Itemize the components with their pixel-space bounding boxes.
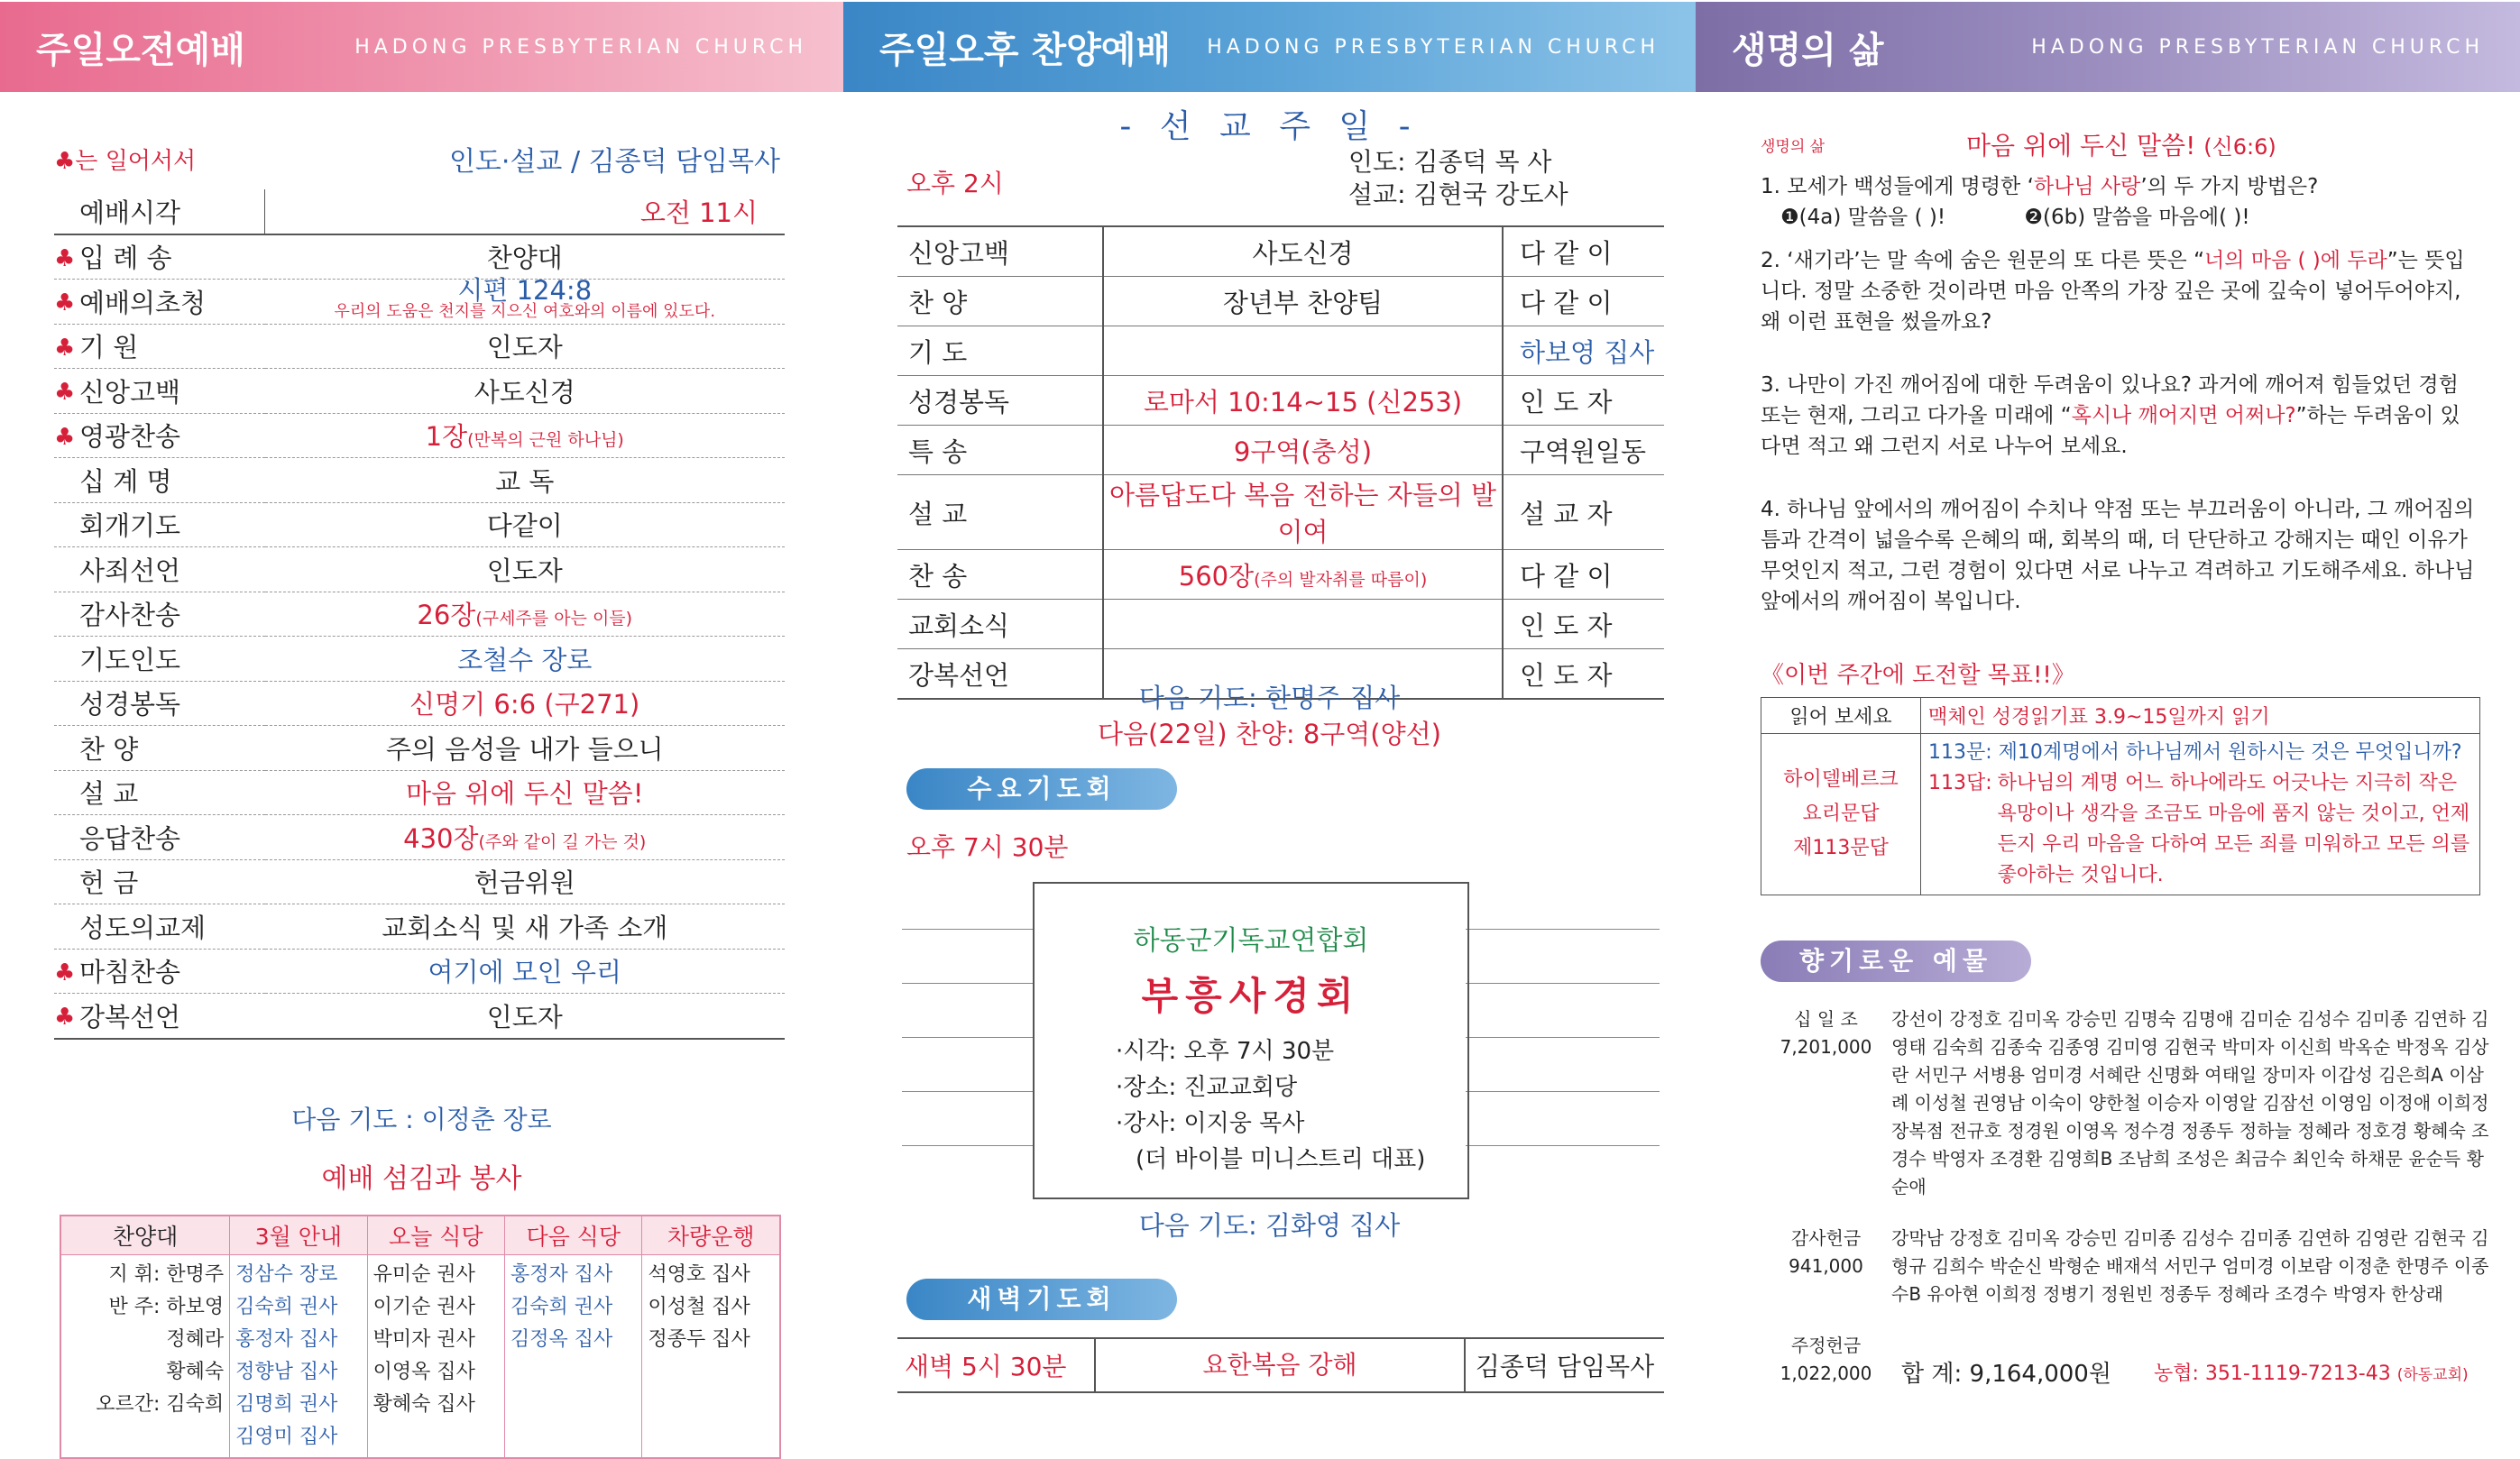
- afternoon-mid-text: 9구역(충성): [1233, 436, 1373, 467]
- catechism-question: 113문: 제10계명에서 하나님께서 원하시는 것은 무엇입니까?: [1928, 741, 2462, 764]
- catechism-row: [1761, 734, 2480, 895]
- offering-row: [1761, 1005, 2491, 1225]
- q1-pre: 1. 모세가 백성들에게 명령한 ‘: [1761, 175, 2034, 198]
- afternoon-mid-text: 로마서 10:14~15 (신253): [1143, 386, 1463, 418]
- duty-name: 정향남 집사: [235, 1361, 338, 1383]
- order-row: [54, 637, 785, 682]
- order-value: [265, 592, 786, 637]
- order-row: [54, 502, 785, 547]
- catechism-answer-label: 113답:: [1928, 772, 1992, 794]
- reading-row: [1761, 698, 2480, 734]
- catechism-content: [1921, 734, 2480, 895]
- afternoon-label: 설 교: [897, 475, 1103, 550]
- offering-amount: 7,201,000: [1780, 1036, 1872, 1058]
- order-label: 감사찬송: [54, 592, 265, 637]
- order-row: [54, 994, 785, 1039]
- offering-name: 감사헌금: [1790, 1227, 1862, 1249]
- challenge-table: [1761, 697, 2480, 895]
- offering-names: 강막남 강정호 김미옥 강승민 김미종 김성수 김미종 김연하 김영란 김현국 김형규 김희수 박순신 박형순 배재석 서민구 엄미경 이보람 이정춘 한명주 이종수B 유아현 이희정 정병기 정원빈 정종두 정혜라 조경수 박영자 한상래: [1891, 1227, 2489, 1305]
- order-value-text: 헌금위원: [474, 867, 575, 899]
- afternoon-row: [897, 376, 1664, 426]
- afternoon-order-table: [897, 225, 1664, 700]
- afternoon-banner: [843, 2, 1696, 92]
- order-value: [265, 770, 786, 815]
- wednesday-prayer-pill: 수요기도회: [906, 768, 1177, 810]
- q1-post: ’의 두 가지 방법은?: [2140, 175, 2319, 198]
- afternoon-mid: [1103, 600, 1503, 649]
- order-label: 십 계 명: [54, 458, 265, 503]
- duty-name: 김숙희 권사: [235, 1296, 338, 1318]
- order-row: [54, 949, 785, 994]
- order-label: 설 교: [54, 770, 265, 815]
- duty-header: 오늘 식당: [367, 1216, 504, 1255]
- afternoon-right: 인 도 자: [1503, 376, 1664, 426]
- afternoon-next-praise: 다음(22일) 찬양: 8구역(양선): [1098, 719, 1441, 749]
- afternoon-mid: [1103, 550, 1503, 600]
- afternoon-mid-text: 사도신경: [1252, 237, 1354, 269]
- question-3: [1761, 370, 2477, 462]
- order-value-text: 인도자: [486, 555, 563, 586]
- order-label: 성도의교제: [54, 904, 265, 950]
- order-value: [265, 949, 786, 994]
- question-1: [1761, 171, 2477, 233]
- service-duty-title: 예배 섬김과 봉사: [321, 1163, 522, 1195]
- morning-banner-title: 주일오전예배: [36, 29, 245, 71]
- order-label: ♣ 예배의초청: [54, 280, 265, 325]
- q1-answers: [1780, 202, 2477, 233]
- reading-text: 맥체인 성경읽기표 3.9~15일까지 읽기: [1921, 698, 2480, 734]
- afternoon-right: 설 교 자: [1503, 475, 1664, 550]
- afternoon-label: 기 도: [897, 326, 1103, 376]
- duty-name: 김명희 권사: [235, 1393, 338, 1416]
- order-value: [265, 726, 786, 771]
- afternoon-right: 다 같 이: [1503, 277, 1664, 326]
- dawn-text: 요한복음 강해: [1094, 1339, 1466, 1391]
- afternoon-banner-title: 주일오후 찬양예배: [879, 29, 1172, 71]
- duty-name: 박미자 권사: [372, 1328, 475, 1351]
- duty-name: 김숙희 권사: [510, 1296, 613, 1318]
- afternoon-row: [897, 426, 1664, 475]
- order-row: [54, 859, 785, 904]
- afternoon-leaders: [1348, 146, 1568, 211]
- order-label: ♣ 입 례 송: [54, 234, 265, 280]
- order-value-text: 신명기 6:6 (구271): [409, 689, 640, 720]
- note-line: [1466, 1091, 1660, 1092]
- life-banner: [1696, 2, 2520, 92]
- reading-label: 읽어 보세요: [1761, 698, 1921, 734]
- life-title-text: 마음 위에 두신 말씀!: [1966, 131, 2196, 161]
- afternoon-label: 강복선언: [897, 649, 1103, 700]
- afternoon-row: [897, 326, 1664, 376]
- afternoon-right: 다 같 이: [1503, 226, 1664, 277]
- afternoon-row: [897, 475, 1664, 550]
- catechism-answer-text: 하나님의 계명 어느 하나에라도 어긋나는 지극히 작은 욕망이나 생각을 조금도 마음에 품지 않는 것이고, 언제든지 우리 마음을 다하여 모든 죄를 미워하고 모든 의를 좋아하는 것입니다.: [1997, 772, 2470, 886]
- q2-highlight: 너의 마음 ( )에 두라: [2204, 249, 2387, 272]
- catechism-label-line: 요리문답: [1802, 803, 1880, 825]
- offering-name: 십 일 조: [1794, 1008, 1858, 1030]
- dawn-prayer-pill: 새벽기도회: [906, 1279, 1177, 1320]
- order-label: 사죄선언: [54, 547, 265, 592]
- morning-lead: [54, 133, 780, 184]
- afternoon-label: 찬 양: [897, 277, 1103, 326]
- dawn-leader: 김종덕 담임목사: [1475, 1352, 1655, 1381]
- question-2: [1761, 245, 2477, 337]
- order-label: 헌 금: [54, 859, 265, 904]
- order-value-text: 사도신경: [474, 376, 575, 408]
- order-value-text: 교 독: [495, 465, 555, 497]
- service-duty-table: [60, 1215, 781, 1459]
- order-row: [54, 369, 785, 414]
- mission-sunday-title: - 선 교 주 일 -: [1119, 108, 1420, 145]
- service-time-label: 예배시각: [54, 189, 265, 234]
- afternoon-label: 신앙고백: [897, 226, 1103, 277]
- revival-title: 부흥사경회: [1141, 974, 1361, 1018]
- morning-order-table: [54, 189, 785, 1040]
- order-value-text: 찬양대: [486, 243, 563, 274]
- afternoon-time: 오후 2시: [906, 169, 1004, 198]
- order-value: [265, 458, 786, 503]
- note-line: [902, 929, 1033, 930]
- order-value-text: 다같이: [486, 510, 563, 542]
- revival-meeting-box: [1033, 882, 1469, 1199]
- stand-note: ♣는 일어서서: [54, 147, 197, 175]
- order-row: [54, 592, 785, 637]
- catechism-label-line: 하이델베르크: [1783, 768, 1899, 791]
- q2-pre: 2. ‘새기라’는 말 속에 숨은 원문의 또 다른 뜻은 “: [1761, 249, 2204, 272]
- afternoon-mid-text: 아름답도다 복음 전하는 자들의 발이여: [1108, 480, 1497, 547]
- q3-post: ”하는 두려움이 있다면 적고 왜 그런지 서로 나누어 보세요.: [1761, 404, 2460, 458]
- note-line: [1466, 983, 1660, 984]
- duty-name: 지 휘: 한명주: [108, 1263, 225, 1286]
- order-row: [54, 726, 785, 771]
- duty-header: 3월 안내: [230, 1216, 367, 1255]
- duty-column: [367, 1255, 504, 1459]
- catechism-label: [1761, 734, 1921, 895]
- service-time-text: 오전 11시: [639, 197, 758, 228]
- afternoon-label: 특 송: [897, 426, 1103, 475]
- afternoon-label: 성경봉독: [897, 376, 1103, 426]
- duty-column: [642, 1255, 780, 1459]
- order-label: ♣ 강복선언: [54, 994, 265, 1039]
- order-value-text: 여기에 모인 우리: [428, 957, 622, 988]
- offering-table: [1761, 1005, 2491, 1411]
- order-value-note: (주와 같이 길 가는 것): [478, 831, 647, 852]
- duty-header: 다음 식당: [505, 1216, 642, 1255]
- morning-banner: [0, 2, 843, 92]
- afternoon-right: 인 도 자: [1503, 600, 1664, 649]
- duty-name: 이영옥 집사: [372, 1361, 475, 1383]
- afternoon-row: [897, 550, 1664, 600]
- duty-name: 홍정자 집사: [510, 1263, 613, 1286]
- offering-category: [1761, 1332, 1891, 1411]
- order-label: 회개기도: [54, 502, 265, 547]
- revival-speaker: ·강사: 이지웅 목사: [1116, 1110, 1305, 1137]
- dawn-time: 새벽 5시 30분: [905, 1352, 1067, 1381]
- revival-time: ·시각: 오후 7시 30분: [1116, 1038, 1335, 1065]
- revival-place: ·장소: 진교교회당: [1116, 1074, 1298, 1101]
- duty-name: 황혜숙: [166, 1361, 225, 1383]
- morning-banner-subtitle: HADONG PRESBYTERIAN CHURCH: [354, 35, 807, 59]
- order-row: [54, 324, 785, 369]
- offering-total: 합 계: 9,164,000원: [1901, 1361, 2111, 1388]
- note-line: [1466, 1145, 1660, 1146]
- order-value-text: 인도자: [486, 1001, 563, 1032]
- afternoon-leader: 인도: 김종덕 목 사: [1348, 147, 1552, 177]
- duty-name: 김정옥 집사: [510, 1328, 613, 1351]
- service-time-row: [54, 189, 785, 234]
- order-value-text: 주의 음성을 내가 들으니: [385, 733, 664, 765]
- order-value-text: 26장: [417, 600, 476, 631]
- order-value-note: (만복의 근원 하나님): [467, 430, 624, 451]
- afternoon-mid: [1103, 426, 1503, 475]
- afternoon-row: [897, 600, 1664, 649]
- afternoon-mid: [1103, 326, 1503, 376]
- afternoon-mid: [1103, 226, 1503, 277]
- q3-pre: 3. 나만이 가진 깨어짐에 대한 두려움이 있나요? 과거에 깨어져 힘들었던 경험 또는 현재, 그리고 다가올 미래에 “: [1761, 373, 2459, 427]
- life-banner-subtitle: HADONG PRESBYTERIAN CHURCH: [2031, 35, 2484, 59]
- order-label: ♣ 마침찬송: [54, 949, 265, 994]
- order-row: [54, 234, 785, 280]
- order-value-note: (구세주를 아는 이들): [475, 609, 633, 629]
- order-label: 응답찬송: [54, 815, 265, 860]
- order-value: [265, 904, 786, 950]
- offering-name: 주정헌금: [1790, 1335, 1862, 1356]
- catechism-label-line: 제113문답: [1793, 837, 1889, 859]
- q2-post: ”는 뜻입니다. 정말 소중한 것이라면 마음 안쪽의 가장 깊은 곳에 깊숙이 넣어두어야지, 왜 이런 표현을 썼을까요?: [1761, 249, 2465, 334]
- afternoon-mid-text: 장년부 찬양팀: [1222, 287, 1384, 318]
- afternoon-mid-text: 560장: [1178, 560, 1255, 592]
- question-4: 4. 하나님 앞에서의 깨어짐이 수치나 약점 또는 부끄러움이 아니라, 그 깨어짐의 틈과 간격이 넓을수록 은혜의 때, 회복의 때, 더 단단하고 강해지는 때인 이유가 무엇인지 적고, 그런 경험이 있다면 서로 나누고 격려하고 기도해주세요. 하나님 앞에서의 깨어짐이 복입니다.: [1761, 498, 2475, 613]
- order-value-verse: 우리의 도움은 천지를 지으신 여호와의 이름에 있도다.: [334, 302, 716, 322]
- life-title-ref: (신6:6): [2203, 134, 2276, 160]
- offering-amount: 941,000: [1789, 1255, 1863, 1277]
- revival-details: [1116, 1033, 1467, 1178]
- order-value: [265, 413, 786, 458]
- q1-answer-a: ❶(4a) 말씀을 ( )!: [1780, 206, 1946, 229]
- q3-highlight: 혹시나 깨어지면 어쩌나?: [2071, 404, 2296, 427]
- revival-speaker-note: (더 바이블 미니스트리 대표): [1136, 1146, 1426, 1173]
- order-value: [265, 637, 786, 682]
- life-panel: [1696, 0, 2520, 1455]
- order-row: [54, 904, 785, 950]
- offering-pill: 향기로운 예물: [1761, 941, 2031, 982]
- order-row: [54, 458, 785, 503]
- q1-highlight: 하나님 사랑: [2033, 175, 2141, 198]
- order-value-text: 시편 124:8: [457, 275, 593, 307]
- order-row: [54, 280, 785, 325]
- order-row: [54, 681, 785, 726]
- afternoon-label: 교회소식: [897, 600, 1103, 649]
- order-value: [265, 369, 786, 414]
- duty-name: 정종두 집사: [648, 1328, 750, 1351]
- order-label: 찬 양: [54, 726, 265, 771]
- duty-name: 정혜라: [166, 1328, 225, 1351]
- duty-name: 이기순 권사: [372, 1296, 475, 1318]
- duty-name: 김영미 집사: [235, 1426, 338, 1448]
- duty-name: 반 주: 하보영: [108, 1296, 225, 1318]
- offering-row: [1761, 1225, 2491, 1332]
- duty-name: 유미순 권사: [372, 1263, 475, 1286]
- order-value: [265, 815, 786, 860]
- order-row: [54, 413, 785, 458]
- morning-next-prayer: 다음 기도 : 이정춘 장로: [291, 1105, 552, 1134]
- wednesday-next-prayer: 다음 기도: 김화영 집사: [1138, 1210, 1401, 1241]
- afternoon-preacher: 설교: 김현국 강도사: [1348, 179, 1568, 209]
- afternoon-banner-subtitle: HADONG PRESBYTERIAN CHURCH: [1207, 35, 1660, 59]
- duty-column: [505, 1255, 642, 1459]
- life-title: [1966, 126, 2276, 162]
- afternoon-label: 찬 송: [897, 550, 1103, 600]
- order-value-text: 조철수 장로: [457, 644, 593, 675]
- bank-account-number: 농협: 351-1119-7213-43: [2154, 1363, 2391, 1385]
- duty-header: 찬양대: [60, 1216, 230, 1255]
- duty-name: 정삼수 장로: [235, 1263, 338, 1286]
- service-duty-body-row: [60, 1255, 780, 1459]
- note-line: [902, 1091, 1033, 1092]
- life-banner-title: 생명의 삶: [1732, 29, 1884, 71]
- order-row: [54, 547, 785, 592]
- order-value-text: 교회소식 및 새 가족 소개: [382, 912, 668, 943]
- morning-service-panel: [0, 0, 843, 1455]
- service-duty-header-row: [60, 1216, 780, 1255]
- order-value-text: 430장: [403, 822, 479, 854]
- order-label: ♣ 신앙고백: [54, 369, 265, 414]
- order-value: [265, 275, 786, 325]
- order-label: 성경봉독: [54, 681, 265, 726]
- afternoon-right: 다 같 이: [1503, 550, 1664, 600]
- afternoon-row: [897, 277, 1664, 326]
- note-line: [902, 1145, 1033, 1146]
- duty-column: [230, 1255, 367, 1459]
- order-label: ♣ 영광찬송: [54, 413, 265, 458]
- order-label: ♣ 기 원: [54, 324, 265, 369]
- offering-category: [1761, 1225, 1891, 1332]
- order-value: [265, 502, 786, 547]
- q1-answer-b: ❷(6b) 말씀을 마음에( )!: [2024, 206, 2250, 229]
- afternoon-right: 구역원일동: [1503, 426, 1664, 475]
- duty-name: 홍정자 집사: [235, 1328, 338, 1351]
- note-line: [902, 1037, 1033, 1038]
- afternoon-row: [897, 226, 1664, 277]
- note-line: [1466, 929, 1660, 930]
- order-value: [265, 681, 786, 726]
- order-value: [265, 994, 786, 1039]
- challenge-title: 《이번 주간에 도전할 목표!!》: [1761, 662, 2075, 689]
- wednesday-time: 오후 7시 30분: [906, 832, 1069, 862]
- bank-account-note: (하동교회): [2396, 1366, 2469, 1384]
- revival-organizer: 하동군기독교연합회: [1133, 925, 1369, 957]
- order-value-text: 마음 위에 두신 말씀!: [406, 778, 644, 810]
- order-value-text: 1장: [425, 421, 468, 453]
- catechism-answer: [1928, 768, 2472, 891]
- bank-account: [2154, 1358, 2469, 1386]
- afternoon-mid-note: (주의 발자취를 따름이): [1254, 569, 1428, 590]
- duty-name: 황혜숙 집사: [372, 1393, 475, 1416]
- life-small-tag: 생명의 삶: [1761, 138, 1826, 156]
- offering-category: [1761, 1005, 1891, 1225]
- order-row: [54, 770, 785, 815]
- afternoon-mid: [1103, 475, 1503, 550]
- afternoon-mid: [1103, 277, 1503, 326]
- duty-name: 오르간: 김숙희: [96, 1393, 225, 1416]
- order-value: [265, 324, 786, 369]
- note-line: [902, 983, 1033, 984]
- duty-header: 차량운행: [642, 1216, 780, 1255]
- duty-name: 석영호 집사: [648, 1263, 750, 1286]
- afternoon-right: 인 도 자: [1503, 649, 1664, 700]
- order-value: [265, 234, 786, 280]
- order-label: 기도인도: [54, 637, 265, 682]
- offering-amount: 1,022,000: [1780, 1363, 1872, 1384]
- duty-column: [60, 1255, 230, 1459]
- order-value: [265, 547, 786, 592]
- afternoon-mid: [1103, 376, 1503, 426]
- morning-leader: 인도·설교 / 김종덕 담임목사: [448, 146, 780, 178]
- order-value: [265, 859, 786, 904]
- order-row: [54, 815, 785, 860]
- afternoon-next-prayer: 다음 기도: 한명주 집사: [1138, 683, 1401, 713]
- note-line: [1466, 1037, 1660, 1038]
- afternoon-right: 하보영 집사: [1503, 326, 1664, 376]
- offering-names: 강선이 강정호 김미옥 강승민 김명숙 김명애 김미순 김성수 김미종 김연하 김영태 김숙희 김종숙 김종영 김미영 김현국 박미자 이신희 박옥순 박정옥 김상란 서민구 서병용 엄미경 서혜란 신명화 여태일 장미자 이갑성 김은희A 이삼례 이성철 권영남 이숙이 양한철 이승자 이영알 김잠선 이영임 이정애 이희정 장복점 전규호 정경원 이영옥 정수경 정종두 정하늘 정혜라 정호경 황혜숙 조경수 박영자 조경환 김영희B 조남희 조성은 최금수 최인숙 하채문 윤순득 황순애: [1891, 1008, 2489, 1197]
- dawn-prayer-row: [897, 1337, 1664, 1393]
- duty-name: 이성철 집사: [648, 1296, 750, 1318]
- afternoon-service-panel: [843, 0, 1696, 1455]
- service-time-value: [265, 189, 786, 234]
- order-value-text: 인도자: [486, 332, 563, 363]
